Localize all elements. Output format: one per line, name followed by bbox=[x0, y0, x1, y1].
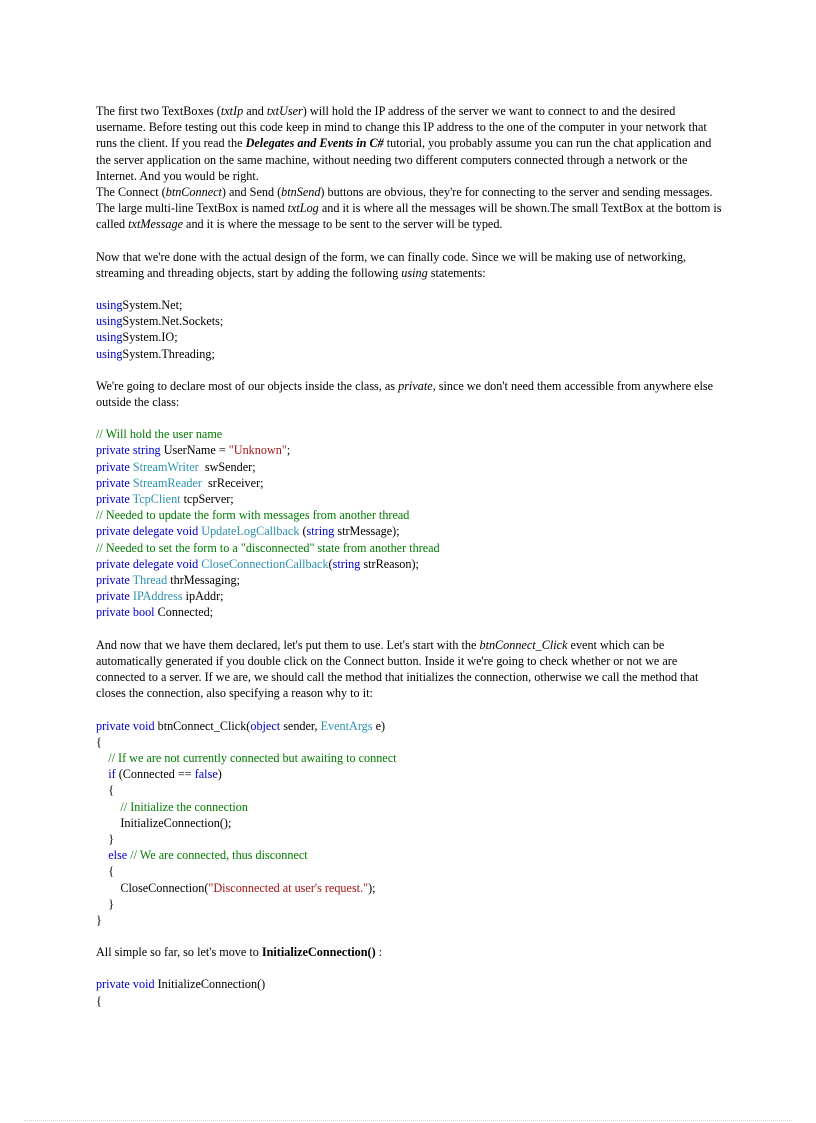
code-brace: { bbox=[108, 783, 115, 798]
text: : bbox=[375, 945, 383, 960]
identifier: strReason); bbox=[363, 556, 419, 571]
keyword: private bbox=[96, 492, 130, 507]
event-name: btnConnect_Click bbox=[479, 637, 568, 652]
identifier: swSender; bbox=[204, 459, 256, 474]
keyword: private bbox=[96, 524, 130, 539]
page-bottom-divider bbox=[24, 1120, 792, 1121]
keyword: string bbox=[132, 443, 161, 458]
punct: ) bbox=[217, 767, 222, 782]
code-comment: // Needed to set the form to a "disconnected" state from another thread bbox=[96, 540, 440, 555]
text: Now that we're done with the actual design of the form, we can finally code. Since we will be making use of networking, streaming and threading objects, start by adding the following bbox=[96, 249, 687, 280]
keyword: void bbox=[176, 556, 199, 571]
keyword: using bbox=[96, 314, 123, 329]
code-line bbox=[96, 880, 726, 896]
code-comment: // Needed to update the form with messages from another thread bbox=[96, 508, 410, 523]
code-brace: } bbox=[108, 896, 115, 911]
identifier: ipAddr; bbox=[185, 589, 224, 604]
keyword: delegate bbox=[132, 556, 174, 571]
keyword: private bbox=[96, 475, 130, 490]
text: And now that we have them declared, let's put them to use. Let's start with the bbox=[96, 637, 480, 652]
usage-paragraph bbox=[96, 637, 726, 702]
txtuser-ref: txtUser bbox=[266, 104, 303, 118]
code-line bbox=[96, 976, 726, 992]
keyword: string bbox=[332, 556, 361, 571]
private-word: private bbox=[398, 378, 433, 393]
keyword: void bbox=[132, 718, 155, 733]
punct: ); bbox=[368, 880, 376, 895]
keyword: if bbox=[108, 767, 116, 782]
keyword: using bbox=[96, 346, 123, 361]
keyword: using bbox=[96, 330, 123, 345]
text: , since we don't need them accessible from anywhere else outside the class: bbox=[96, 378, 713, 410]
keyword: void bbox=[176, 524, 199, 539]
namespace: System.Net; bbox=[122, 298, 183, 313]
text: tutorial, you probably assume you can run the chat application and the server application on the same machine, without needing two different computers connected through a network or the Internet. And you would be right. bbox=[96, 136, 712, 183]
keyword: void bbox=[132, 977, 155, 992]
simple-paragraph bbox=[96, 944, 726, 960]
code-line bbox=[96, 297, 726, 313]
identifier: thrMessaging; bbox=[170, 573, 240, 588]
text: and it is where the message to be sent to the server will be typed. bbox=[182, 217, 503, 232]
text: and bbox=[243, 104, 267, 118]
type-name: StreamWriter bbox=[132, 459, 199, 474]
type-name: CloseConnectionCallback bbox=[201, 556, 329, 571]
string-literal: "Disconnected at user's request." bbox=[208, 880, 369, 895]
code-line bbox=[96, 491, 726, 507]
text: We're going to declare most of our objects inside the class, as bbox=[96, 378, 399, 393]
code-comment: // If we are not currently connected but awaiting to connect bbox=[108, 750, 397, 765]
identifier: UserName = bbox=[163, 443, 229, 458]
code-line bbox=[96, 847, 726, 863]
punct: ; bbox=[286, 443, 291, 458]
keyword: private bbox=[96, 459, 130, 474]
keyword: private bbox=[96, 605, 130, 620]
code-brace: { bbox=[108, 864, 115, 879]
identifier: CloseConnection( bbox=[120, 880, 209, 895]
type-name: StreamReader bbox=[132, 475, 202, 490]
code-line bbox=[96, 313, 726, 329]
txtlog-ref: txtLog bbox=[287, 201, 319, 216]
code-line bbox=[96, 766, 726, 782]
code-brace: } bbox=[108, 831, 115, 846]
keyword: private bbox=[96, 556, 130, 571]
txtip-ref: txtIp bbox=[220, 104, 244, 118]
keyword: bool bbox=[132, 605, 155, 620]
keyword: private bbox=[96, 977, 130, 992]
keyword: delegate bbox=[132, 524, 174, 539]
tutorial-title: Delegates and Events in C# bbox=[245, 136, 384, 151]
punct: ( bbox=[302, 524, 307, 539]
code-line bbox=[96, 863, 726, 879]
code-line bbox=[96, 442, 726, 458]
code-line bbox=[96, 556, 726, 572]
code-line bbox=[96, 475, 726, 491]
keyword: using bbox=[96, 298, 123, 313]
identifier: btnConnect_Click( bbox=[157, 718, 251, 733]
identifier: e) bbox=[375, 718, 386, 733]
keyword: private bbox=[96, 573, 130, 588]
code-line bbox=[96, 346, 726, 362]
keyword: false bbox=[194, 767, 218, 782]
identifier: sender, bbox=[283, 718, 318, 733]
code-line bbox=[96, 718, 726, 734]
type-name: UpdateLogCallback bbox=[201, 524, 300, 539]
code-line bbox=[96, 523, 726, 539]
code-line bbox=[96, 815, 726, 831]
declarations-code bbox=[96, 426, 726, 620]
type-name: TcpClient bbox=[132, 492, 181, 507]
namespace: System.IO; bbox=[122, 330, 178, 345]
text: The Connect ( bbox=[96, 185, 166, 200]
code-line bbox=[96, 588, 726, 604]
identifier: strMessage); bbox=[337, 524, 400, 539]
code-line bbox=[96, 459, 726, 475]
code-brace: } bbox=[96, 912, 102, 927]
click-method-code bbox=[96, 718, 726, 929]
text: statements: bbox=[427, 265, 486, 280]
identifier: srReceiver; bbox=[208, 475, 264, 490]
using-statements bbox=[96, 297, 726, 362]
type-name: IPAddress bbox=[132, 589, 183, 604]
keyword: string bbox=[306, 524, 335, 539]
init-method-code bbox=[96, 976, 726, 1008]
text: All simple so far, so let's move to bbox=[96, 945, 262, 960]
keyword: private bbox=[96, 443, 130, 458]
design-done-paragraph bbox=[96, 249, 726, 281]
code-line bbox=[96, 604, 726, 620]
string-literal: "Unknown" bbox=[228, 443, 287, 458]
intro-paragraph-2 bbox=[96, 184, 726, 233]
identifier: tcpServer; bbox=[183, 492, 234, 507]
text: and it is where all the messages will be shown.The small TextBox at the bottom is called bbox=[96, 201, 722, 232]
namespace: System.Net.Sockets; bbox=[122, 314, 224, 329]
code-comment: // Initialize the connection bbox=[120, 799, 248, 814]
text: event which can be automatically generated if you double click on the Connect button. Inside it we're going to check whether or not we are connected to a server. If we are, we should call the method that initializes the connection, otherwise we call the method that closes the connection, also specifying a reason why to it: bbox=[96, 637, 699, 701]
code-brace: { bbox=[96, 993, 102, 1008]
text: The first two TextBoxes ( bbox=[96, 104, 221, 118]
txtmessage-ref: txtMessage bbox=[128, 217, 183, 232]
code-comment: // We are connected, thus disconnect bbox=[130, 848, 308, 863]
identifier: (Connected == bbox=[118, 767, 195, 782]
type-name: EventArgs bbox=[320, 718, 373, 733]
keyword: private bbox=[96, 718, 130, 733]
document-page bbox=[96, 103, 726, 1009]
code-line bbox=[96, 572, 726, 588]
identifier: InitializeConnection() bbox=[157, 977, 266, 992]
keyword: else bbox=[108, 848, 128, 863]
method-name: InitializeConnection() bbox=[261, 945, 376, 960]
using-word: using bbox=[401, 265, 428, 280]
code-line bbox=[96, 329, 726, 345]
declare-paragraph bbox=[96, 378, 726, 410]
btnsend-ref: btnSend bbox=[281, 185, 321, 200]
btnconnect-ref: btnConnect bbox=[165, 185, 222, 200]
text: ) and Send ( bbox=[221, 185, 282, 200]
identifier: InitializeConnection(); bbox=[120, 815, 232, 830]
code-line bbox=[96, 831, 726, 847]
text: ) buttons are obvious, they're for connecting to the server and sending messages. The large multi-line TextBox is named bbox=[96, 185, 713, 216]
namespace: System.Threading; bbox=[122, 346, 215, 361]
text: ) will hold the IP address of the server we want to connect to and the desired username. Before testing out this code keep in mind to change this IP address to the one of the computer in your network that runs the client. If you read the bbox=[96, 104, 707, 151]
keyword: private bbox=[96, 589, 130, 604]
keyword: object bbox=[250, 718, 281, 733]
code-comment: // Will hold the user name bbox=[96, 427, 223, 442]
code-line bbox=[96, 896, 726, 912]
type-name: Thread bbox=[132, 573, 168, 588]
code-brace: { bbox=[96, 734, 102, 749]
code-line bbox=[96, 782, 726, 798]
intro-paragraph-1 bbox=[96, 103, 726, 184]
punct: ( bbox=[328, 556, 333, 571]
code-line bbox=[96, 799, 726, 815]
code-line bbox=[96, 750, 726, 766]
identifier: Connected; bbox=[157, 605, 214, 620]
